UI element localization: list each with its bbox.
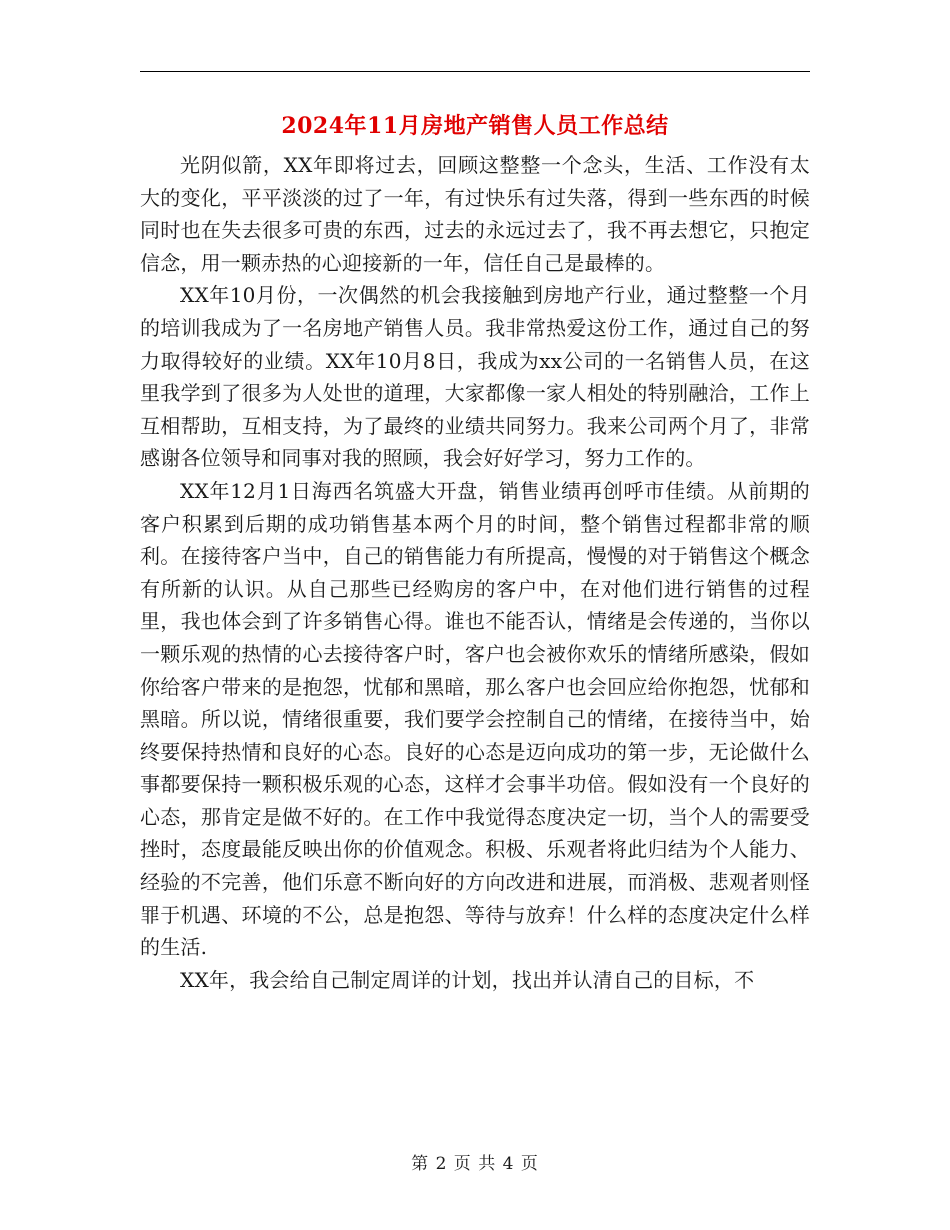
document-body (140, 149, 810, 996)
document-title: 2024年11月房地产销售人员工作总结 (281, 113, 669, 139)
paragraph-4: XX年，我会给自己制定周详的计划，找出并认清自己的目标，不 (180, 967, 755, 992)
paragraph-1: 光阴似箭，XX年即将过去，回顾这整整一个念头，生活、工作没有太大的变化，平平淡淡的过了一年，有过快乐有过失落，得到一些东西的时候同时也在失去很多可贵的东西，过去的永远过去了，我不再去想它，只抱定信念，用一颗赤热的心迎接新的一年，信任自己是最棒的。 (140, 153, 810, 275)
header-rule (140, 71, 810, 72)
page-number-footer: 第 2 页 共 4 页 (411, 1154, 539, 1174)
paragraph-2: XX年10月份，一次偶然的机会我接触到房地产行业，通过整整一个月的培训我成为了一名房地产销售人员。我非常热爱这份工作，通过自己的努力取得较好的业绩。XX年10月8日，我成为xx公司的一名销售人员，在这里我学到了很多为人处世的道理，大家都像一家人相处的特别融洽，工作上互相帮助，互相支持，为了最终的业绩共同努力。我来公司两个月了，非常感谢各位领导和同事对我的照顾，我会好好学习，努力工作的。 (140, 283, 810, 471)
paragraph-3: XX年12月1日海西名筑盛大开盘，销售业绩再创呼市佳绩。从前期的客户积累到后期的成功销售基本两个月的时间，整个销售过程都非常的顺利。在接待客户当中，自己的销售能力有所提高，慢慢的对于销售这个概念有所新的认识。从自己那些已经购房的客户中，在对他们进行销售的过程里，我也体会到了许多销售心得。谁也不能否认，情绪是会传递的，当你以一颗乐观的热情的心去接待客户时，客户也会被你欢乐的情绪所感染，假如你给客户带来的是抱怨，忧郁和黑暗，那么客户也会回应给你抱怨，忧郁和黑暗。所以说，情绪很重要，我们要学会控制自己的情绪，在接待当中，始终要保持热情和良好的心态。良好的心态是迈向成功的第一步，无论做什么事都要保持一颗积极乐观的心态，这样才会事半功倍。假如没有一个良好的心态，那肯定是做不好的。在工作中我觉得态度决定一切，当个人的需要受挫时，态度最能反映出你的价值观念。积极、乐观者将此归结为个人能力、经验的不完善，他们乐意不断向好的方向改进和进展，而消极、悲观者则怪罪于机遇、环境的不公，总是抱怨、等待与放弃！什么样的态度决定什么样的生活. (140, 478, 810, 960)
